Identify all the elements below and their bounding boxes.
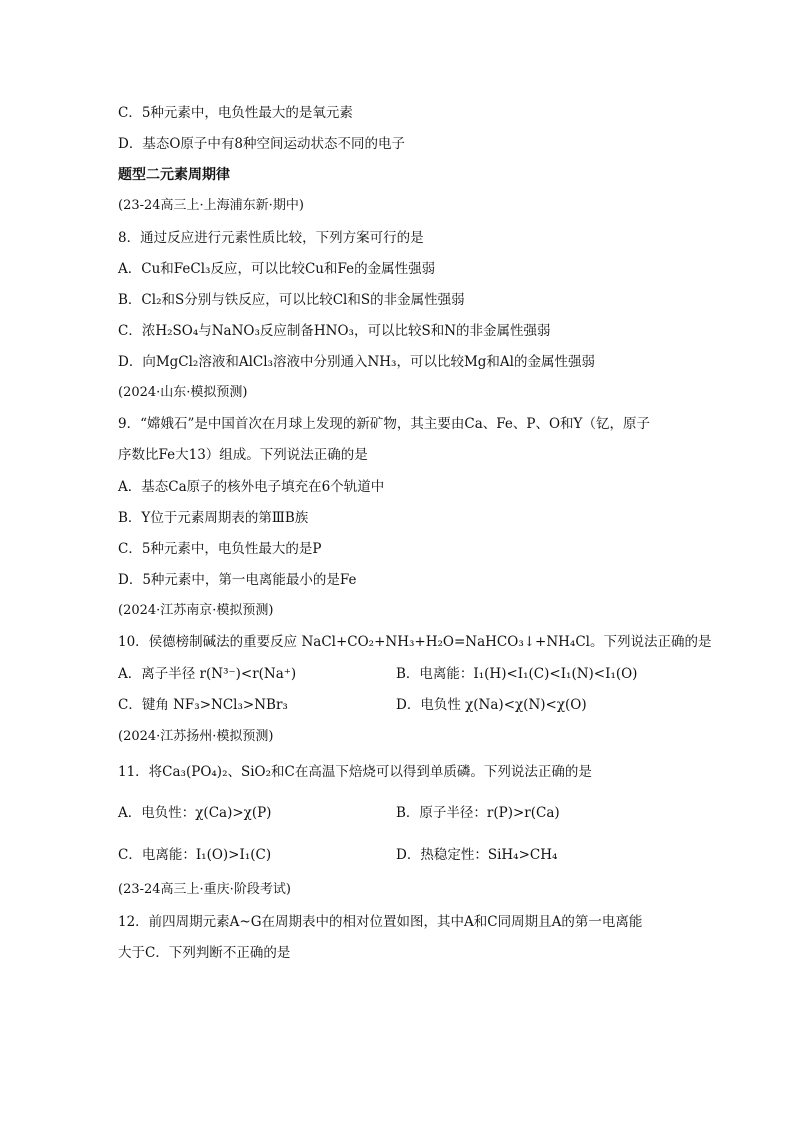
q9-option-c: C．5种元素中，电负性最大的是P	[118, 541, 322, 557]
q11-option-b: B．原子半径：r(P)>r(Ca)	[396, 805, 560, 821]
q8-option-a: A．Cu和FeCl₃反应，可以比较Cu和Fe的金属性强弱	[118, 261, 436, 277]
q9-stem-line2: 序数比Fe大13）组成。下列说法正确的是	[118, 447, 368, 463]
q12-stem-line1: 12．前四周期元素A~G在周期表中的相对位置如图，其中A和C同周期且A的第一电离能	[118, 914, 643, 930]
q8-option-d: D．向MgCl₂溶液和AlCl₃溶液中分别通入NH₃，可以比较Mg和Al的金属性强弱	[118, 354, 596, 370]
q9-source: (2024·山东·模拟预测)	[118, 385, 248, 400]
q11-stem: 11．将Ca₃(PO₄)₂、SiO₂和C在高温下焙烧可以得到单质磷。下列说法正确的是	[118, 764, 592, 780]
q11-source: (2024·江苏扬州·模拟预测)	[118, 729, 274, 744]
q11-option-a: A．电负性：χ(Ca)>χ(P)	[118, 805, 272, 821]
q9-option-b: B．Y位于元素周期表的第ⅢB族	[118, 510, 309, 526]
q8-option-b: B．Cl₂和S分别与铁反应，可以比较Cl和S的非金属性强弱	[118, 292, 465, 308]
q11-option-c: C．电离能：I₁(O)>I₁(C)	[118, 847, 272, 863]
q12-source: (23-24高三上·重庆·阶段考试)	[118, 882, 291, 897]
q7-option-c: C．5种元素中，电负性最大的是氧元素	[118, 105, 353, 121]
q10-option-b: B．电离能：I₁(H)<I₁(C)<I₁(N)<I₁(O)	[396, 666, 638, 682]
q10-stem: 10．侯德榜制碱法的重要反应 NaCl+CO₂+NH₃+H₂O=NaHCO₃↓+NH₄Cl。下列说法正确的是	[118, 634, 712, 650]
q10-option-c: C．键角 NF₃>NCl₃>NBr₃	[118, 697, 288, 713]
q9-option-d: D．5种元素中，第一电离能最小的是Fe	[118, 572, 357, 588]
q10-source: (2024·江苏南京·模拟预测)	[118, 603, 274, 618]
q8-option-c: C．浓H₂SO₄与NaNO₃反应制备HNO₃，可以比较S和N的非金属性强弱	[118, 323, 551, 339]
q11-option-d: D．热稳定性：SiH₄>CH₄	[396, 847, 558, 863]
q12-stem-line2: 大于C．下列判断不正确的是	[118, 945, 291, 961]
q8-source: (23-24高三上·上海浦东新·期中)	[118, 198, 304, 213]
q9-stem-line1: 9．“嫦娥石”是中国首次在月球上发现的新矿物，其主要由Ca、Fe、P、O和Y（钇，原子	[118, 416, 650, 432]
q10-option-a: A．离子半径 r(N³⁻)<r(Na⁺)	[118, 666, 297, 682]
q9-option-a: A．基态Ca原子的核外电子填充在6个轨道中	[118, 479, 385, 495]
q7-option-d: D．基态O原子中有8种空间运动状态不同的电子	[118, 136, 405, 152]
q10-option-d: D．电负性 χ(Na)<χ(N)<χ(O)	[396, 697, 587, 713]
section-title: 题型二元素周期律	[118, 167, 230, 183]
q8-stem: 8．通过反应进行元素性质比较，下列方案可行的是	[118, 230, 424, 246]
